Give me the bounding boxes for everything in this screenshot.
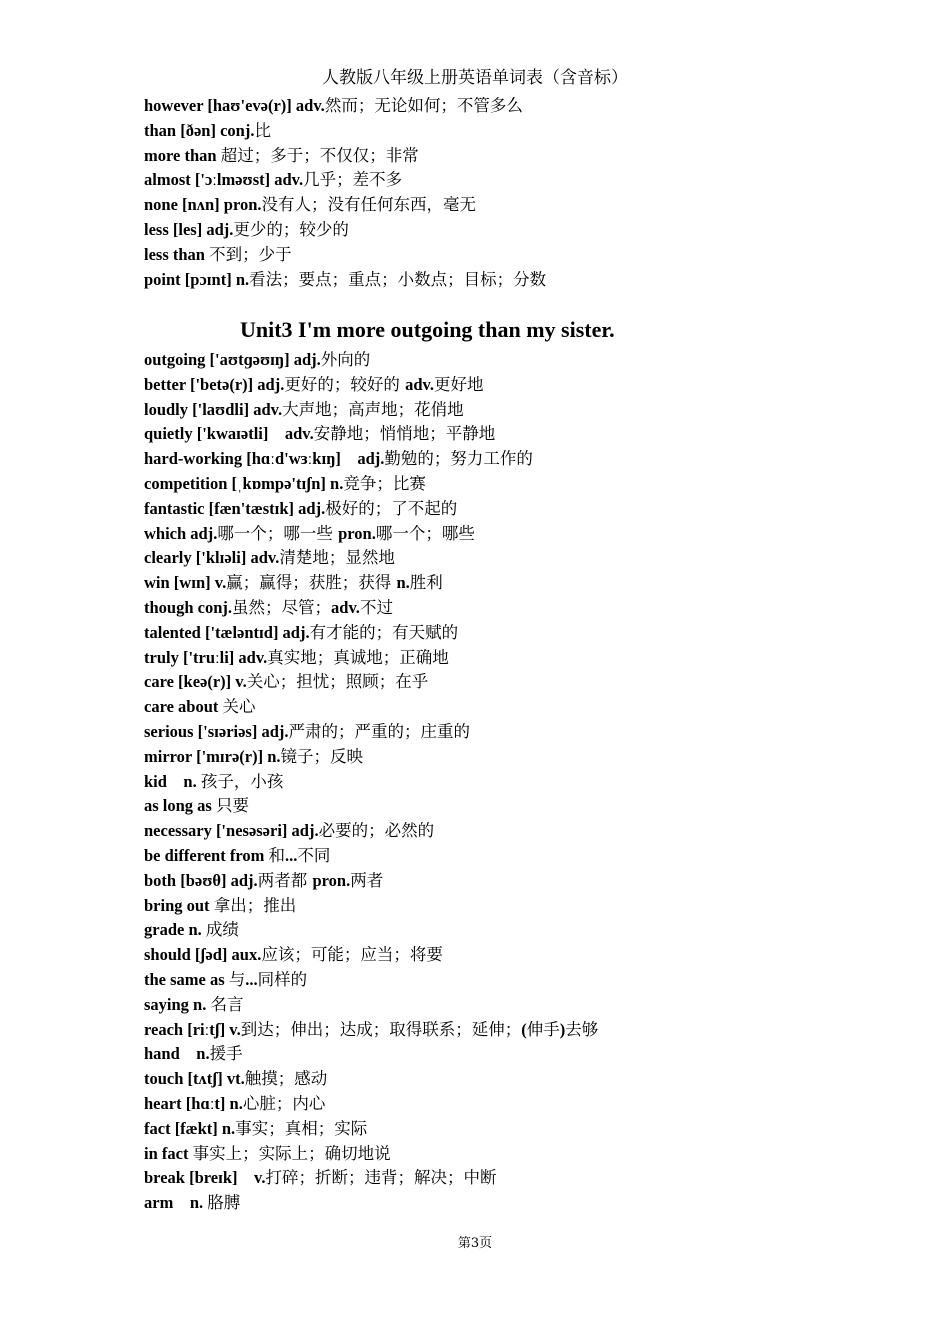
- vocab-meaning: 关心: [222, 697, 256, 717]
- vocab-entry: [144, 819, 904, 844]
- vocab-entry: [144, 94, 904, 119]
- vocab-meaning: 超过；多于；不仅仅；非常: [220, 145, 419, 165]
- vocab-word: ...: [284, 845, 298, 865]
- vocab-word: ): [559, 1019, 566, 1039]
- vocab-word: kid n.: [144, 771, 201, 791]
- vocab-meaning: 哪一个；哪一些: [217, 523, 339, 543]
- vocab-meaning: 不同: [297, 845, 331, 865]
- vocab-word: mirror ['mɪrə(r)] n.: [144, 746, 281, 766]
- vocab-word: outgoing ['aʊtɡəʊɪŋ] adj.: [144, 350, 321, 369]
- vocab-word: pron.: [338, 523, 376, 543]
- vocab-word: care [keə(r)] v.: [144, 672, 247, 692]
- vocab-meaning: 有才能的；有天赋的: [309, 622, 459, 642]
- vocab-meaning: 孩子，小孩: [200, 771, 284, 791]
- vocab-word: less than: [144, 244, 210, 264]
- vocab-meaning: 清楚地；显然地: [279, 548, 395, 568]
- vocab-word: less [les] adj.: [144, 219, 234, 239]
- vocab-word: point [pɔɪnt] n.: [144, 269, 250, 289]
- vocab-word: fantastic [fæn'tæstɪk] adj.: [144, 498, 326, 518]
- vocab-meaning: 看法；要点；重点；小数点；目标；分数: [249, 269, 547, 289]
- vocab-word: touch [tʌtʃ] vt.: [144, 1069, 245, 1089]
- vocab-entry: [144, 720, 904, 745]
- vocab-entry: [144, 621, 904, 646]
- vocab-meaning: 伸手: [526, 1019, 560, 1039]
- vocab-meaning: 同样的: [257, 969, 308, 989]
- vocab-entry: [144, 1018, 904, 1043]
- vocab-meaning: 胳膊: [207, 1193, 241, 1213]
- vocab-entry: [144, 472, 904, 497]
- vocab-word: grade n.: [144, 920, 206, 940]
- vocab-meaning: 与: [228, 969, 246, 989]
- vocab-word: loudly ['laʊdli] adv.: [144, 399, 283, 419]
- vocab-entry: [144, 1142, 904, 1167]
- vocab-word: though conj.: [144, 597, 233, 617]
- vocab-meaning: 只要: [215, 796, 249, 816]
- vocab-word: (: [521, 1019, 527, 1039]
- vocab-meaning: 打碎；折断；违背；解决；中断: [265, 1168, 497, 1188]
- unit-title: Unit3 I'm more outgoing than my sister.: [240, 317, 615, 342]
- vocab-word: ...: [245, 969, 258, 989]
- vocab-meaning: 大声地；高声地；花俏地: [282, 399, 464, 419]
- vocab-entry: [144, 695, 904, 720]
- vocab-entry: [144, 571, 904, 596]
- vocab-entry: [144, 745, 904, 770]
- vocab-entry: [144, 373, 904, 398]
- vocab-meaning: 胜利: [409, 573, 443, 593]
- vocab-entry: [144, 546, 904, 571]
- vocab-meaning: 外向的: [320, 350, 371, 369]
- vocab-word: which adj.: [144, 523, 218, 543]
- vocab-meaning: 更好地: [434, 374, 484, 394]
- vocab-entry: [144, 119, 904, 144]
- vocab-word: adv.: [405, 374, 434, 394]
- vocab-entry: [144, 670, 904, 695]
- vocab-meaning: 事实；真相；实际: [235, 1118, 368, 1138]
- vocab-meaning: 更少的；较少的: [233, 219, 349, 239]
- vocab-word: bring out: [144, 895, 214, 915]
- vocab-entry: [144, 844, 904, 869]
- vocab-word: fact [fækt] n.: [144, 1118, 236, 1138]
- vocab-meaning: 没有人；没有任何东西，毫无: [261, 195, 477, 215]
- vocab-meaning: 援手: [209, 1044, 243, 1064]
- vocab-meaning: 竞争；比赛: [343, 473, 426, 493]
- vocab-meaning: 事实上；实际上；确切地说: [192, 1143, 391, 1163]
- vocab-word: win [wɪn] v.: [144, 573, 227, 593]
- vocab-word: should [ʃəd] aux.: [144, 945, 262, 965]
- vocab-entry: [144, 869, 904, 894]
- vocab-entry: [144, 218, 904, 243]
- page-header: 人教版八年级上册英语单词表（含音标）: [322, 68, 628, 88]
- vocab-word: break [breɪk] v.: [144, 1168, 266, 1188]
- vocab-entry: [144, 348, 904, 373]
- vocab-word: heart [hɑːt] n.: [144, 1093, 243, 1113]
- vocab-word: arm n.: [144, 1193, 208, 1213]
- vocab-meaning: 到达；伸出；达成；取得联系；延伸；: [240, 1019, 522, 1039]
- vocab-meaning: 真实地；真诚地；正确地: [267, 647, 449, 667]
- vocab-meaning: 和: [268, 845, 285, 865]
- vocab-word: almost ['ɔːlməʊst] adv.: [144, 170, 304, 190]
- vocab-entry: [144, 918, 904, 943]
- vocab-entry: [144, 1042, 904, 1067]
- vocab-entry: [144, 1191, 904, 1216]
- vocab-meaning: 然而；无论如何；不管多么: [324, 96, 523, 115]
- vocab-entry: [144, 522, 904, 547]
- vocab-meaning: 两者都: [257, 870, 313, 890]
- vocab-word: none [nʌn] pron.: [144, 195, 262, 215]
- vocab-word: more than: [144, 145, 221, 165]
- vocab-word: saying n.: [144, 994, 211, 1014]
- vocab-meaning: 更好的；较好的: [284, 374, 406, 394]
- vocab-meaning: 几乎；差不多: [303, 170, 403, 190]
- vocab-entry: [144, 968, 904, 993]
- vocab-meaning: 安静地；悄悄地；平静地: [313, 424, 496, 444]
- vocab-entry: [144, 144, 904, 169]
- vocab-entry: [144, 596, 904, 621]
- vocab-meaning: 不到；少于: [209, 244, 292, 264]
- vocab-word: quietly ['kwaɪətli] adv.: [144, 424, 314, 444]
- vocab-entry: [144, 646, 904, 671]
- vocab-entry: [144, 794, 904, 819]
- vocab-word: in fact: [144, 1143, 193, 1163]
- vocab-entry: [144, 1166, 904, 1191]
- vocab-list-continued: [144, 94, 904, 292]
- vocab-meaning: 勤勉的；努力工作的: [384, 449, 533, 469]
- vocab-word: competition [ˌkɒmpə'tɪʃn] n.: [144, 473, 344, 493]
- vocab-entry: [144, 268, 904, 293]
- vocab-entry: [144, 243, 904, 268]
- vocab-meaning: 比: [254, 120, 271, 140]
- vocab-meaning: 成绩: [205, 920, 239, 940]
- vocab-meaning: 两者: [350, 870, 384, 890]
- vocab-meaning: 镜子；反映: [280, 746, 364, 766]
- vocab-meaning: 必要的；必然的: [318, 821, 435, 841]
- vocab-word: adv.: [331, 597, 360, 617]
- vocab-meaning: 去够: [565, 1019, 599, 1039]
- vocab-word: the same as: [144, 969, 229, 989]
- vocab-word: care about: [144, 697, 223, 717]
- vocab-word: serious ['sɪəriəs] adj.: [144, 721, 289, 741]
- vocab-entry: [144, 1117, 904, 1142]
- vocab-word: better ['betə(r)] adj.: [144, 374, 285, 394]
- vocab-word: however [haʊ'evə(r)] adv.: [144, 96, 325, 115]
- vocab-entry: [144, 193, 904, 218]
- vocab-word: truly ['truːli] adv.: [144, 647, 268, 667]
- vocab-word: necessary ['nesəsəri] adj.: [144, 821, 319, 841]
- vocab-word: hand n.: [144, 1044, 210, 1064]
- vocab-entry: [144, 770, 904, 795]
- vocab-entry: [144, 1092, 904, 1117]
- vocab-entry: [144, 1067, 904, 1092]
- vocab-meaning: 心脏；内心: [242, 1093, 326, 1113]
- vocab-meaning: 哪一个；哪些: [375, 523, 475, 543]
- vocab-list-unit3: [144, 348, 904, 1216]
- vocab-word: clearly ['klɪəli] adv.: [144, 548, 280, 568]
- vocab-meaning: 触摸；感动: [244, 1069, 328, 1089]
- vocab-entry: [144, 943, 904, 968]
- vocab-entry: [144, 447, 904, 472]
- vocab-word: pron.: [312, 870, 351, 890]
- vocab-word: than [ðən] conj.: [144, 120, 255, 140]
- vocab-meaning: 极好的；了不起的: [325, 498, 458, 518]
- vocab-word: n.: [396, 573, 410, 593]
- vocab-meaning: 应该；可能；应当；将要: [261, 945, 443, 965]
- vocab-entry: [144, 497, 904, 522]
- vocab-entry: [144, 398, 904, 423]
- vocab-word: be different from: [144, 845, 269, 865]
- vocab-meaning: 虽然；尽管；: [232, 597, 332, 617]
- vocab-entry: [144, 422, 904, 447]
- vocab-meaning: 赢；赢得；获胜；获得: [226, 573, 397, 593]
- page-number: 第3页: [457, 1236, 493, 1251]
- vocab-meaning: 不过: [359, 597, 393, 617]
- vocab-meaning: 名言: [210, 994, 244, 1014]
- vocab-meaning: 拿出；推出: [213, 895, 297, 915]
- vocab-word: as long as: [144, 796, 216, 816]
- vocab-entry: [144, 168, 904, 193]
- vocab-word: reach [riːtʃ] v.: [144, 1019, 241, 1039]
- vocab-meaning: 关心；担忧；照顾；在乎: [246, 672, 429, 692]
- vocab-entry: [144, 894, 904, 919]
- vocab-entry: [144, 993, 904, 1018]
- vocab-word: both [bəʊθ] adj.: [144, 870, 258, 890]
- vocab-word: talented ['tæləntɪd] adj.: [144, 622, 310, 642]
- vocab-word: hard-working [hɑːd'wɜːkɪŋ] adj.: [144, 449, 385, 469]
- vocab-meaning: 严肃的；严重的；庄重的: [288, 721, 471, 741]
